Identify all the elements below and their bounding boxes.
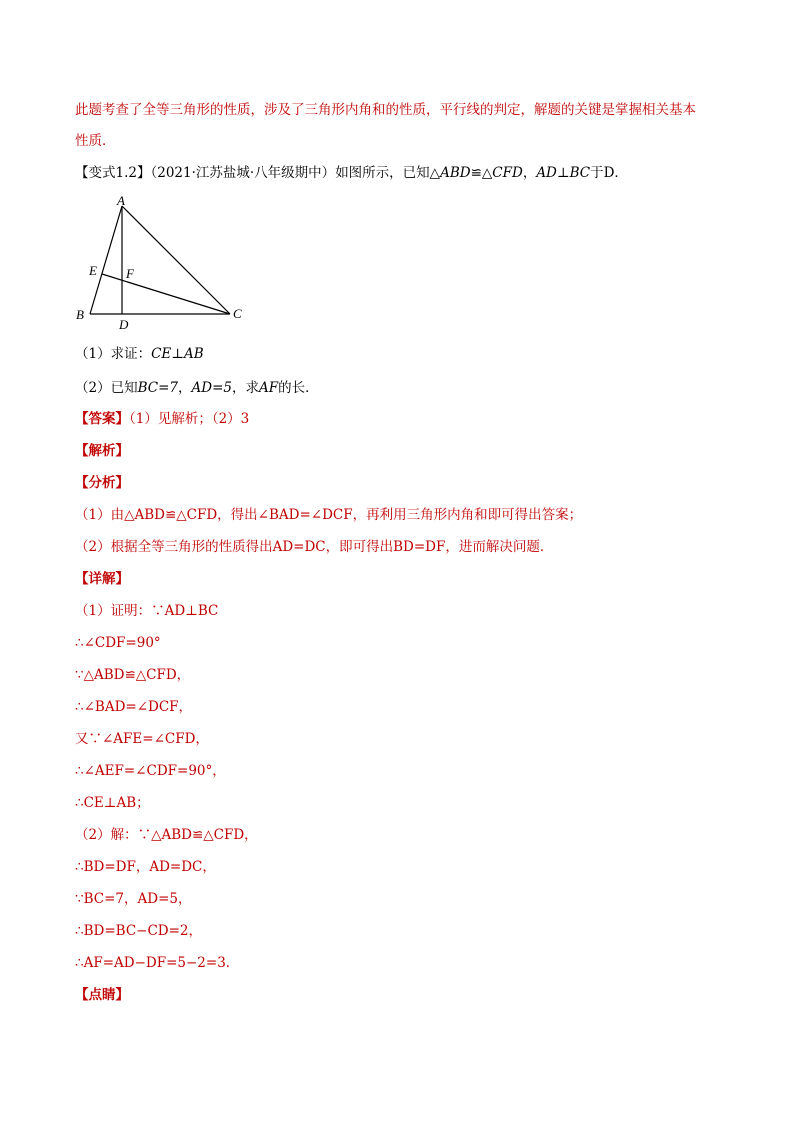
label-b: B xyxy=(76,307,84,322)
problem-stem xyxy=(75,163,628,183)
step-3: ∵△ABD≌△CFD， xyxy=(75,667,191,683)
triangle-figure xyxy=(70,192,260,337)
step-2: ∴∠CDF=90° xyxy=(75,635,161,651)
q2-comma: ， xyxy=(178,380,192,396)
step-4: ∴∠BAD=∠DCF， xyxy=(75,699,193,715)
step-7: ∴CE⊥AB； xyxy=(75,795,150,811)
segment-ab xyxy=(90,206,122,314)
step-5: 又∵∠AFE=∠CFD， xyxy=(75,731,209,747)
fenxi-line-1: （1）由△ABD≌△CFD，得出∠BAD=∠DCF，再利用三角形内角和即可得出答案； xyxy=(75,507,583,523)
question-1 xyxy=(75,344,204,364)
q2-bc: BC=7 xyxy=(137,380,178,396)
stem-cfd: CFD xyxy=(492,165,523,181)
intro-line-1: 此题考查了全等三角形的性质，涉及了三角形内角和的性质，平行线的判定，解题的关键是掌握相关基本 xyxy=(75,102,696,118)
label-f: F xyxy=(126,266,134,281)
step-1: （1）证明：∵AD⊥BC xyxy=(75,603,219,619)
fenxi-label: 【分析】 xyxy=(75,475,129,491)
q1-expr: CE⊥AB xyxy=(151,346,204,362)
q2-mid: ，求 xyxy=(231,380,259,396)
question-2 xyxy=(75,378,319,398)
xiangjie-label: 【详解】 xyxy=(75,571,129,587)
step-10: ∵BC=7，AD=5， xyxy=(75,891,192,907)
q1-prefix: （1）求证： xyxy=(75,346,152,362)
label-d: D xyxy=(119,317,129,332)
stem-ad-bc: AD⊥BC xyxy=(536,165,591,181)
q2-prefix: （2）已知 xyxy=(75,380,138,396)
stem-suffix: 于D． xyxy=(590,165,628,181)
answer-label: 【答案】 xyxy=(75,411,129,427)
q2-af: AF xyxy=(258,380,279,396)
stem-text: 如图所示，已知△ xyxy=(335,165,441,181)
step-11: ∴BD=BC−CD=2， xyxy=(75,923,203,939)
answer-text: （1）见解析；（2）3 xyxy=(129,411,250,427)
step-6: ∴∠AEF=∠CDF=90°， xyxy=(75,763,226,779)
label-c: C xyxy=(233,306,242,321)
dianjing-label: 【点睛】 xyxy=(75,987,129,1003)
stem-comma: ， xyxy=(522,165,537,181)
step-9: ∴BD=DF，AD=DC， xyxy=(75,859,216,875)
fenxi-line-2: （2）根据全等三角形的性质得出AD=DC，即可得出BD=DF，进而解决问题． xyxy=(75,539,554,555)
jiexi-label: 【解析】 xyxy=(75,443,129,459)
segment-ac xyxy=(122,206,230,314)
stem-abd: ABD xyxy=(440,165,471,181)
stem-cong: ≌△ xyxy=(470,165,493,181)
intro-line-2: 性质． xyxy=(75,133,116,149)
step-12: ∴AF=AD−DF=5−2=3． xyxy=(75,955,240,971)
q2-suffix: 的长． xyxy=(278,380,319,396)
label-e: E xyxy=(89,263,97,278)
label-a: A xyxy=(117,193,125,208)
step-8: （2）解：∵△ABD≌△CFD， xyxy=(75,827,258,843)
q2-ad: AD=5 xyxy=(191,380,232,396)
answer-line xyxy=(75,409,249,429)
problem-tag: 【变式1.2】 xyxy=(75,165,151,181)
problem-source: （2021·江苏盐城·八年级期中） xyxy=(150,165,336,181)
